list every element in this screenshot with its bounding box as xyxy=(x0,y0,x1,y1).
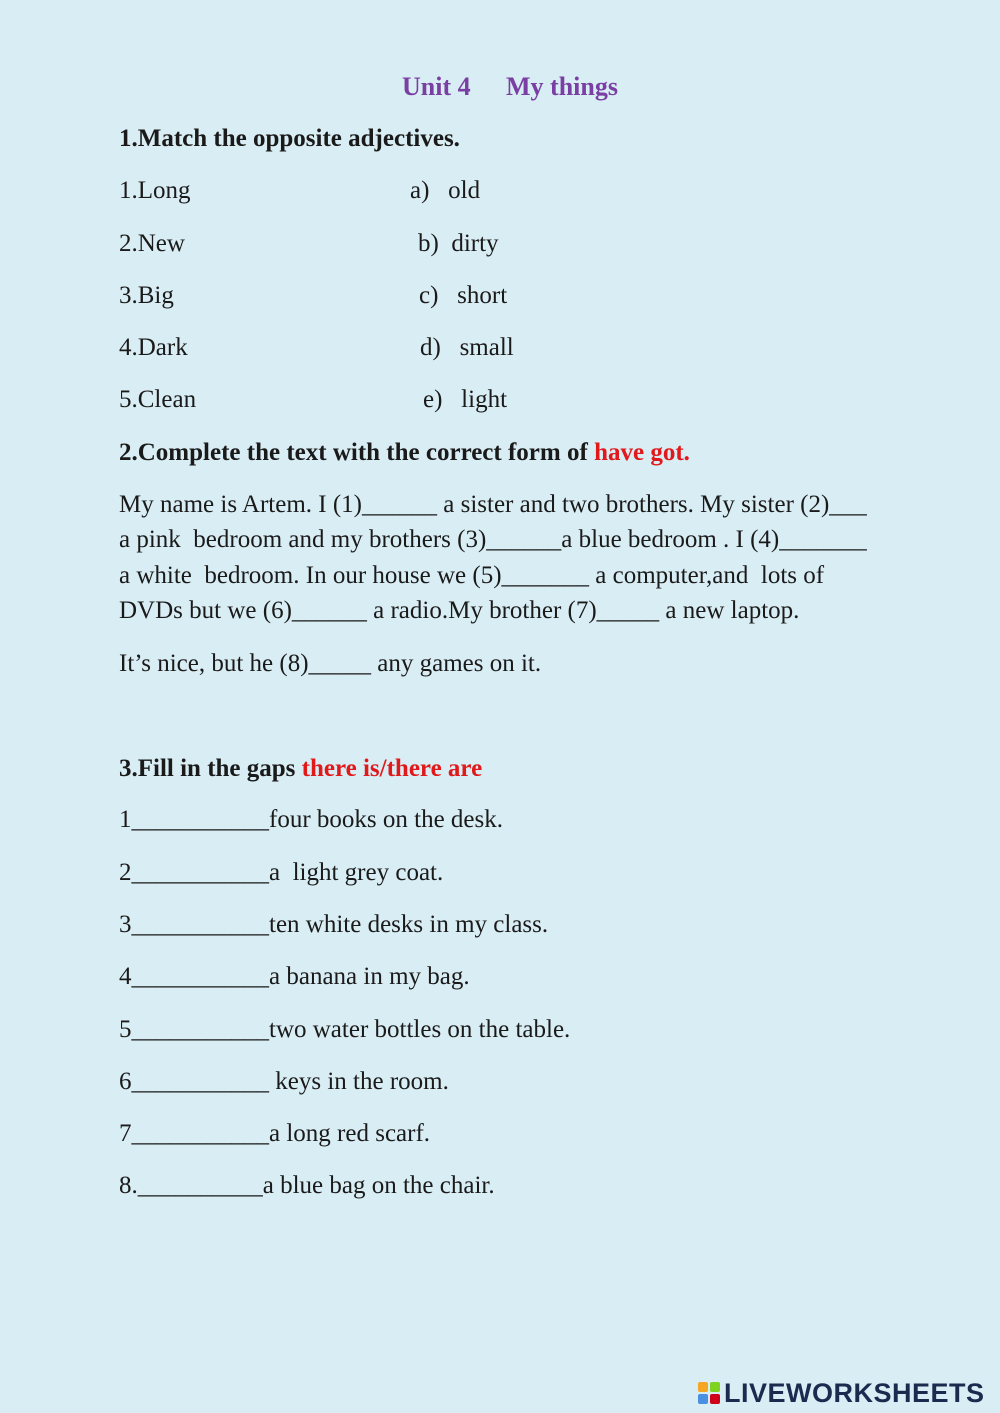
section2-heading-text: 2.Complete the text with the correct form of xyxy=(119,439,595,466)
section3-heading-text: 3.Fill in the gaps xyxy=(119,755,302,782)
section3-heading-highlight: there is/there are xyxy=(301,755,483,782)
logo-square xyxy=(698,1382,708,1392)
logo-square xyxy=(710,1382,720,1392)
match-right-item: e) light xyxy=(423,386,508,413)
section1-heading: 1.Match the opposite adjectives. xyxy=(119,125,460,152)
section3-heading xyxy=(119,754,482,784)
match-left-item: 2.New xyxy=(119,230,185,257)
match-right-item: c) short xyxy=(419,282,508,309)
match-left-item: 1.Long xyxy=(119,177,191,204)
gap-item: 6___________ keys in the room. xyxy=(119,1068,449,1095)
paragraph-line: My name is Artem. I (1)______ a sister and two brothers. My sister (2)___ xyxy=(119,491,867,518)
gap-item: 4___________a banana in my bag. xyxy=(119,963,470,990)
logo-square xyxy=(710,1394,720,1404)
unit-label: Unit 4 xyxy=(402,72,471,101)
gap-item: 8.__________a blue bag on the chair. xyxy=(119,1172,495,1199)
match-right-item: d) small xyxy=(420,334,514,361)
paragraph-line: a pink bedroom and my brothers (3)______a blue bedroom . I (4)_______ xyxy=(119,526,867,553)
liveworksheets-logo xyxy=(698,1378,985,1408)
logo-square xyxy=(698,1394,708,1404)
paragraph-line: DVDs but we (6)______ a radio.My brother (7)_____ a new laptop. xyxy=(119,597,800,624)
match-left-item: 5.Clean xyxy=(119,386,197,413)
gap-item: 2___________a light grey coat. xyxy=(119,859,444,886)
gap-item: 5___________two water bottles on the table. xyxy=(119,1016,571,1043)
gap-item: 7___________a long red scarf. xyxy=(119,1120,431,1147)
paragraph-line: a white bedroom. In our house we (5)_______ a computer,and lots of xyxy=(119,562,825,589)
logo-mark-icon xyxy=(698,1382,720,1404)
page-title: My things xyxy=(506,72,618,101)
gap-item: 3___________ten white desks in my class. xyxy=(119,911,549,938)
gap-item: 1___________four books on the desk. xyxy=(119,806,503,833)
section2-heading xyxy=(119,438,690,468)
section2-heading-highlight: have got. xyxy=(594,439,690,466)
match-left-item: 3.Big xyxy=(119,282,174,309)
paragraph-line: It’s nice, but he (8)_____ any games on it. xyxy=(119,650,542,677)
match-right-item: b) dirty xyxy=(418,230,499,257)
match-left-item: 4.Dark xyxy=(119,334,188,361)
logo-text: LIVEWORKSHEETS xyxy=(724,1377,985,1408)
match-right-item: a) old xyxy=(410,177,481,204)
